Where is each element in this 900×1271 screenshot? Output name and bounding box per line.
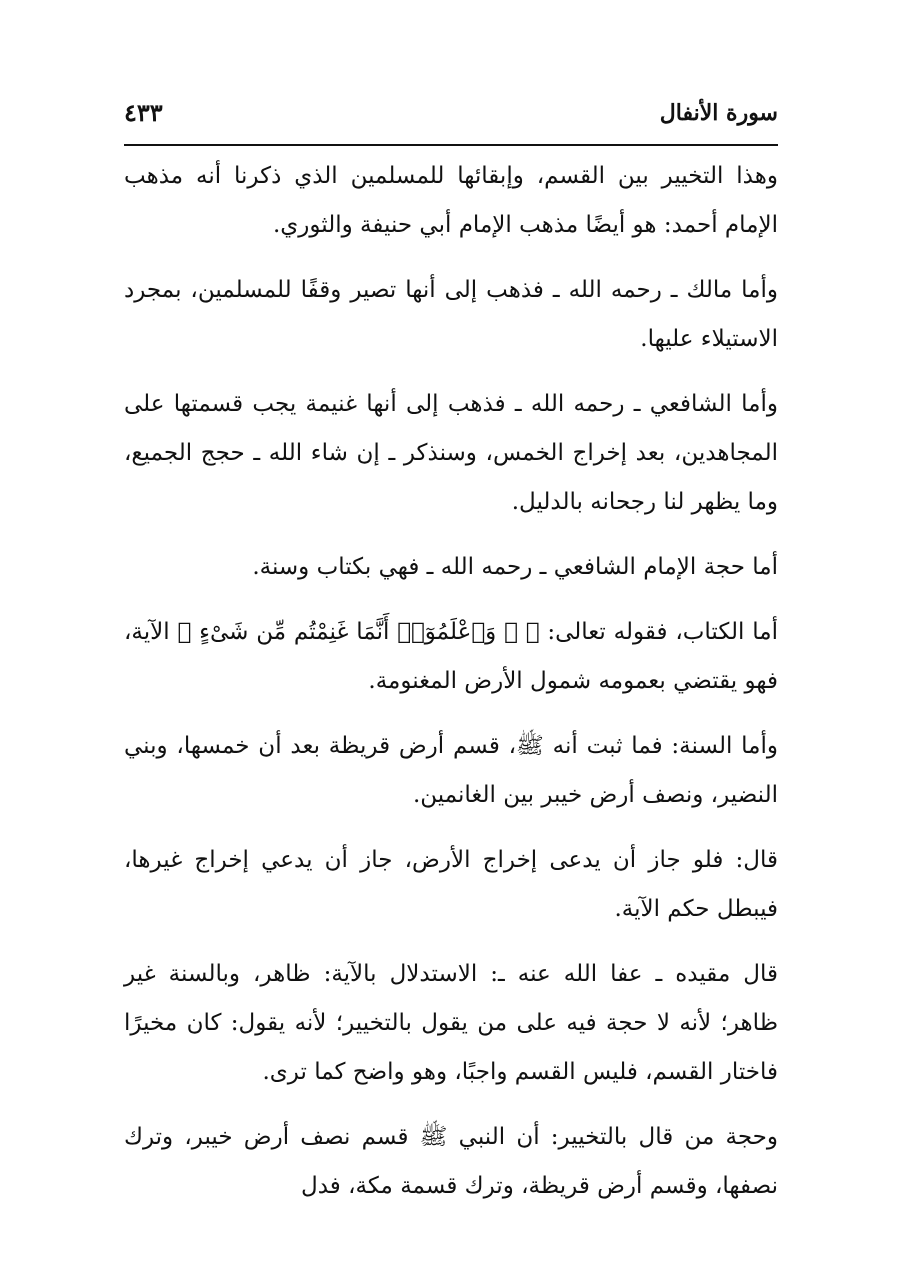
page-header: [124, 92, 778, 146]
paragraph: وهذا التخيير بين القسم، وإبقائها للمسلمين الذي ذكرنا أنه مذهب الإمام أحمد: هو أيضًا مذهب الإمام أبي حنيفة والثوري.: [124, 163, 778, 238]
paragraph-quran-verse: أما الكتاب، فقوله تعالى: ﴿ ۞ وَٱعْلَمُوٓا۟ أَنَّمَا غَنِمْتُم مِّن شَىْءٍ ﴾ الآية، فهو يقتضي بعمومه شمول الأرض المغنومة.: [124, 619, 778, 694]
paragraph: وحجة من قال بالتخيير: أن النبي ﷺ قسم نصف أرض خيبر، وترك نصفها، وقسم أرض قريظة، وترك قسمة مكة، فدل: [124, 1124, 778, 1199]
paragraph: وأما السنة: فما ثبت أنه ﷺ، قسم أرض قريظة بعد أن خمسها، وبني النضير، ونصف أرض خيبر بين الغانمين.: [124, 733, 778, 808]
paragraph: قال مقيده ـ عفا الله عنه ـ: الاستدلال بالآية: ظاهر، وبالسنة غير ظاهر؛ لأنه لا حجة فيه على من يقول بالتخيير؛ لأنه يقول: كان مخيرًا فاختار القسم، فليس القسم واجبًا، وهو واضح كما ترى.: [124, 961, 778, 1085]
page-number: ٤٣٣: [124, 98, 163, 127]
paragraph: أما حجة الإمام الشافعي ـ رحمه الله ـ فهي بكتاب وسنة.: [252, 554, 778, 580]
surah-title: سورة الأنفال: [659, 100, 778, 126]
page-body: [124, 146, 778, 1211]
book-page: [124, 92, 778, 1227]
paragraph: وأما مالك ـ رحمه الله ـ فذهب إلى أنها تصير وقفًا للمسلمين، بمجرد الاستيلاء عليها.: [124, 277, 778, 352]
paragraph: وأما الشافعي ـ رحمه الله ـ فذهب إلى أنها غنيمة يجب قسمتها على المجاهدين، بعد إخراج الخمس، وسنذكر ـ إن شاء الله ـ حجج الجميع، وما يظهر لنا رجحانه بالدليل.: [124, 391, 778, 515]
paragraph: قال: فلو جاز أن يدعى إخراج الأرض، جاز أن يدعي إخراج غيرها، فيبطل حكم الآية.: [124, 847, 778, 922]
